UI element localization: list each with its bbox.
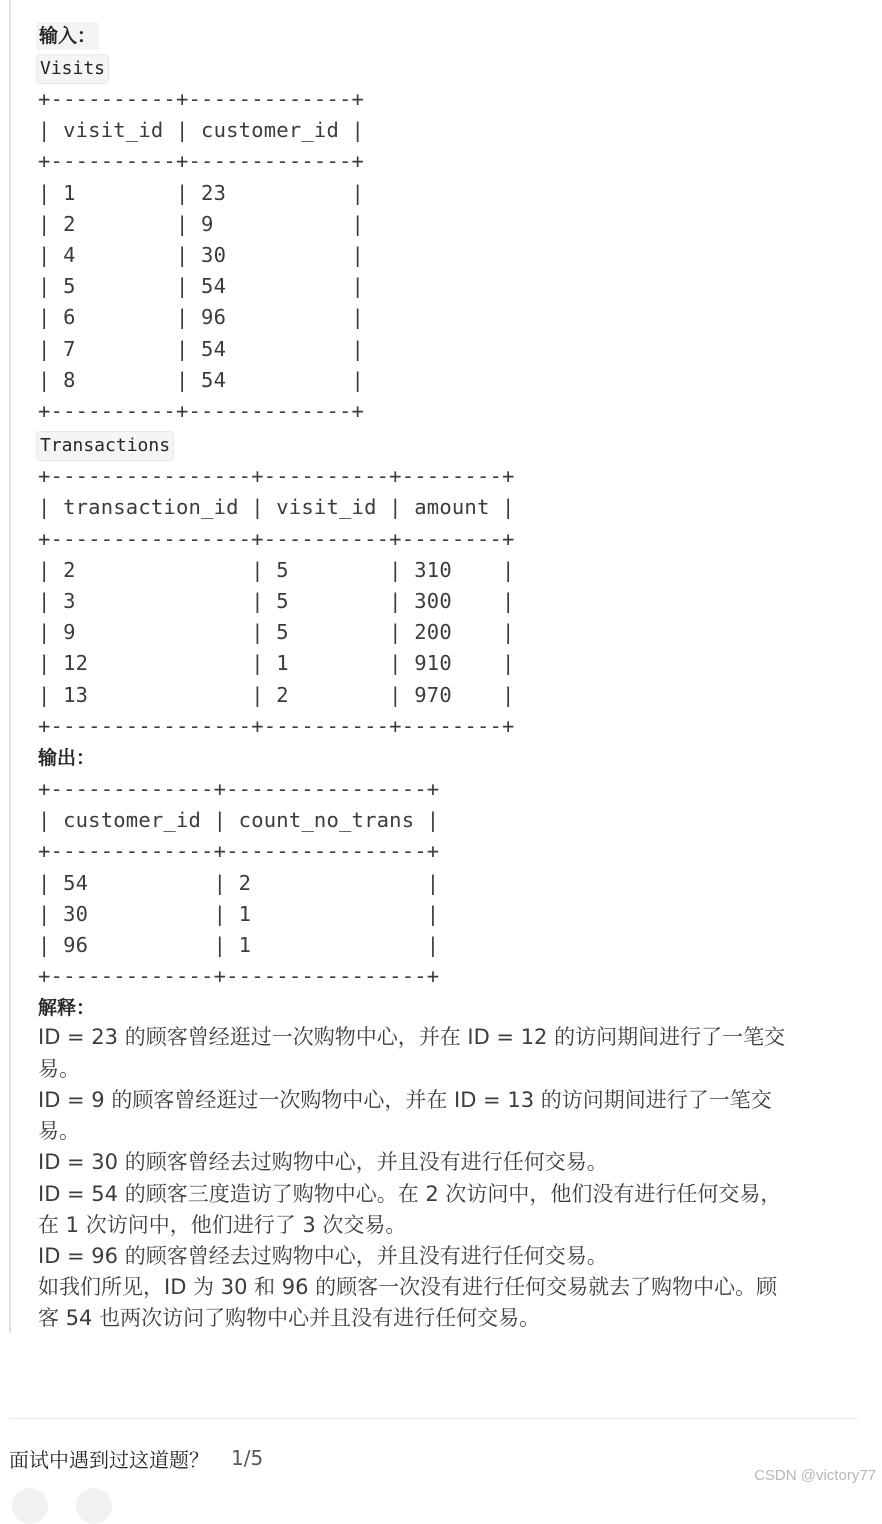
interview-question-text[interactable]: 面试中遇到过这道题？ xyxy=(9,1447,209,1472)
explanation-line: 在 1 次访问中，他们进行了 3 次交易。 xyxy=(38,1212,407,1237)
page-indicator: 1/5 xyxy=(231,1446,264,1470)
reaction-button[interactable] xyxy=(76,1488,112,1524)
blockquote-rail xyxy=(9,0,11,1333)
transactions-table-name: Transactions xyxy=(36,431,174,461)
explanation-line: ID = 30 的顾客曾经去过购物中心，并且没有进行任何交易。 xyxy=(38,1150,608,1175)
explanation-line: ID = 54 的顾客三度造访了购物中心。在 2 次访问中，他们没有进行任何交易， xyxy=(38,1181,782,1206)
explanation-label: 解释： xyxy=(38,997,96,1020)
explanation-line: 客 54 也两次访问了购物中心并且没有进行任何交易。 xyxy=(38,1306,541,1331)
output-table: +-------------+----------------+ | customer_id | count_no_trans | +-------------+----------------+ | 54 | 2 | | 30 | 1 | | 96 | 1 | +-------------+----------------+ xyxy=(38,777,440,989)
output-label: 输出： xyxy=(38,747,96,770)
transactions-table: +----------------+----------+--------+ | transaction_id | visit_id | amount | +----------------+----------+--------+ | 2 | 5 | 310 | | 3 | 5 | 300 | | 9 | 5 | 200 | | 12 | 1 | 910 | | 13 | 2 | 970 | +----------------+----------+--------+ xyxy=(38,464,515,738)
watermark: CSDN @victory77 xyxy=(754,1467,876,1484)
footer-divider xyxy=(9,1418,859,1419)
interview-feedback xyxy=(9,1443,263,1473)
explanation-line: 如我们所见，ID 为 30 和 96 的顾客一次没有进行任何交易就去了购物中心。顾 xyxy=(38,1275,778,1300)
explanation-line: ID = 96 的顾客曾经去过购物中心，并且没有进行任何交易。 xyxy=(38,1243,608,1268)
explanation-text xyxy=(38,1022,858,1334)
explanation-line: ID = 9 的顾客曾经逛过一次购物中心，并在 ID = 13 的访问期间进行了一笔交 xyxy=(38,1087,772,1112)
input-label: 输入： xyxy=(36,22,99,50)
explanation-line: 易。 xyxy=(38,1056,80,1081)
explanation-line: ID = 23 的顾客曾经逛过一次购物中心，并在 ID = 12 的访问期间进行了一笔交 xyxy=(38,1025,786,1050)
visits-table-name: Visits xyxy=(36,54,109,84)
reaction-button[interactable] xyxy=(12,1488,48,1524)
explanation-line: 易。 xyxy=(38,1119,80,1144)
example-block xyxy=(38,22,868,1335)
visits-table: +----------+-------------+ | visit_id | customer_id | +----------+-------------+ | 1 | 23 | | 2 | 9 | | 4 | 30 | | 5 | 54 | | 6 | 96 | | 7 | 54 | | 8 | 54 | +----------+-------------+ xyxy=(38,87,365,424)
